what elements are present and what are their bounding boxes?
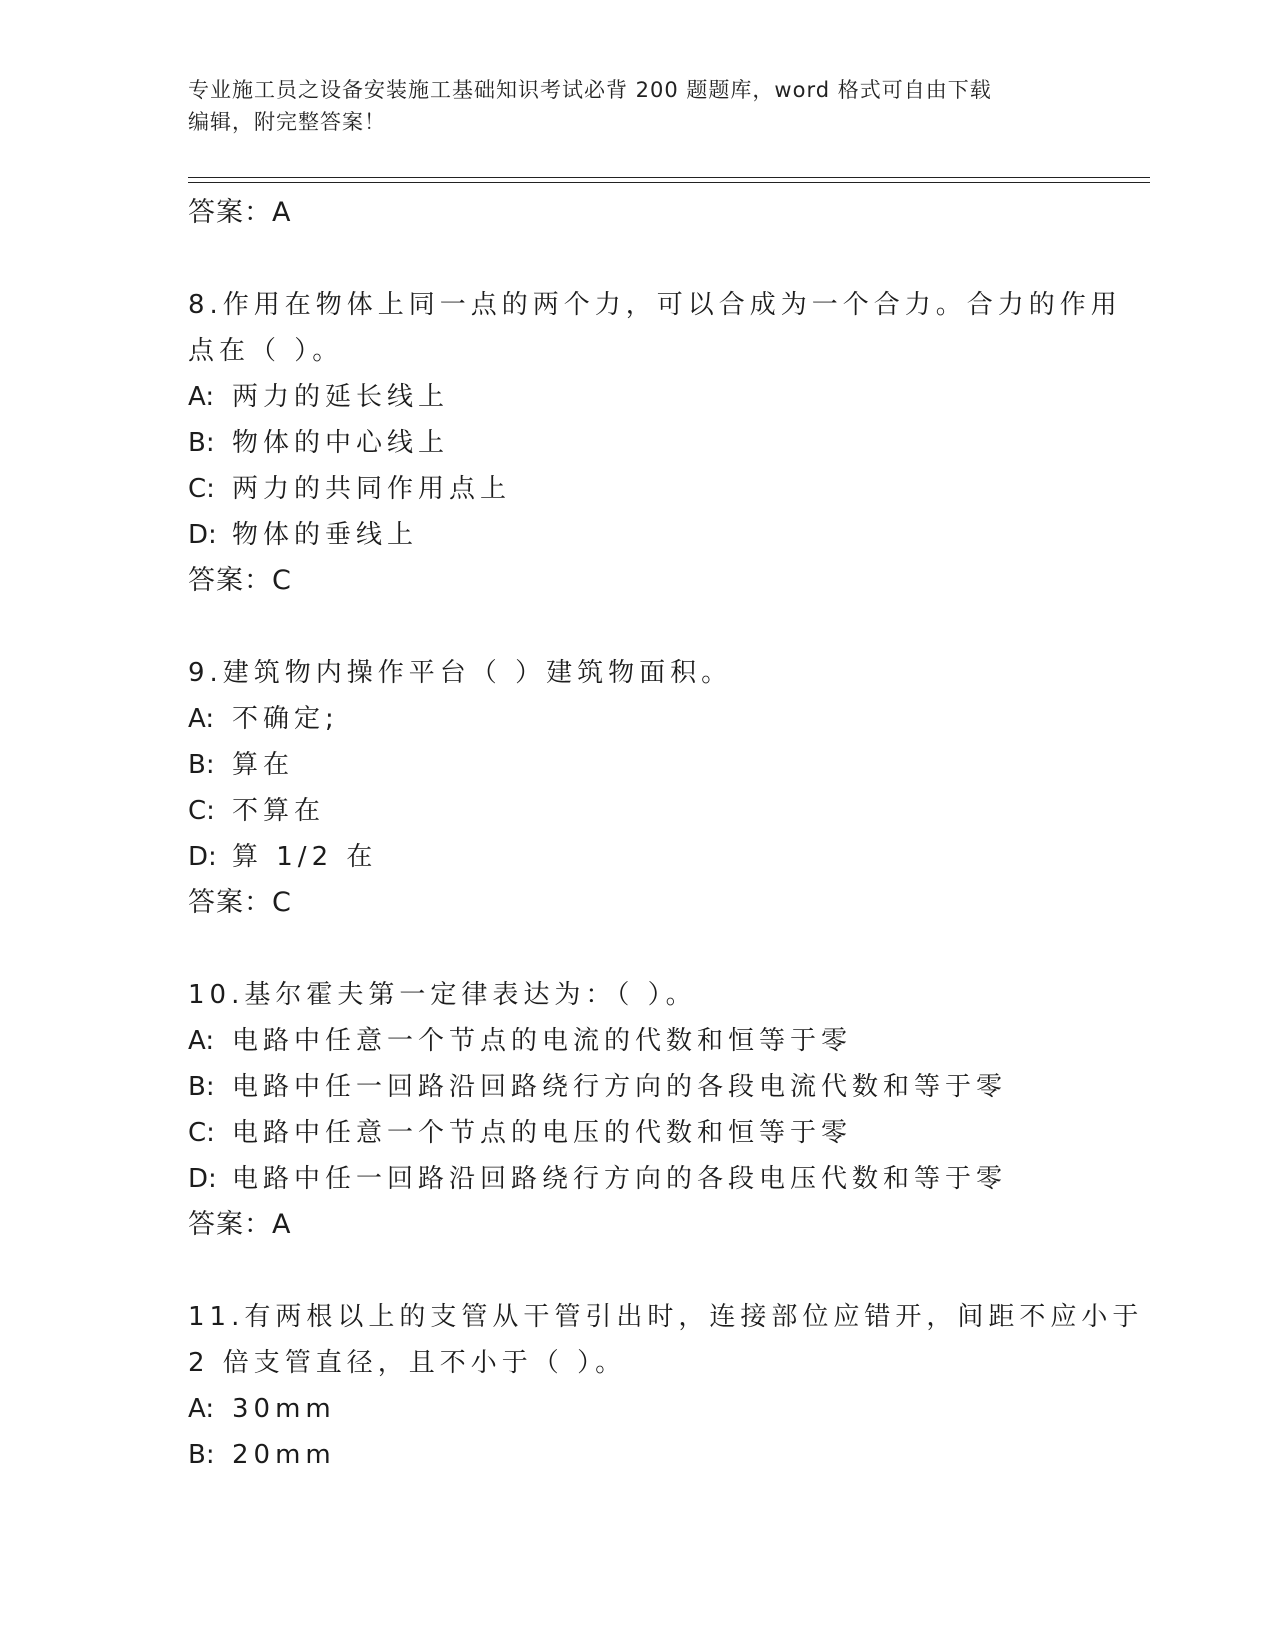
option-letter: A: [188,1394,215,1424]
option-a [188,1018,1088,1064]
option-a [188,696,1088,742]
option-letter: B: [188,750,215,780]
answer-line: 答案：C [188,887,292,918]
option-d [188,1156,1088,1202]
header-line-2: 编辑，附完整答案！ [188,110,386,134]
option-letter: A: [188,382,215,412]
answer-line: 答案：A [188,197,292,228]
option-b [188,420,1088,466]
question-block [188,650,1088,926]
header-divider-bottom [188,182,1150,183]
option-text: 两力的共同作用点上 [232,474,512,504]
question-stem-continued: 2 倍支管直径，且不小于（ ）。 [188,1348,627,1378]
option-letter: D: [188,520,217,550]
option-text: 物体的中心线上 [232,428,450,458]
header-line-1: 专业施工员之设备安装施工基础知识考试必背 200 题题库，word 格式可自由下载 [188,78,992,102]
option-letter: A: [188,1026,215,1056]
option-text: 不算在 [232,796,326,826]
question-stem: 10.基尔霍夫第一定律表达为：（ ）。 [188,980,697,1010]
option-letter: C: [188,474,215,504]
header-divider-top [188,177,1150,178]
option-text: 电路中任一回路沿回路绕行方向的各段电压代数和等于零 [232,1164,1008,1194]
option-d [188,834,1088,880]
option-text: 不确定; [232,704,339,734]
option-text: 电路中任意一个节点的电流的代数和恒等于零 [232,1026,853,1056]
option-b [188,742,1088,788]
option-letter: B: [188,1072,215,1102]
question-block [188,1294,1144,1478]
option-text: 电路中任意一个节点的电压的代数和恒等于零 [232,1118,853,1148]
option-text: 算在 [232,750,295,780]
option-text: 30mm [232,1394,336,1424]
option-text: 两力的延长线上 [232,382,450,412]
answer-line: 答案：C [188,565,292,596]
option-a [188,1386,1088,1432]
option-c [188,466,1088,512]
question-stem: 11.有两根以上的支管从干管引出时，连接部位应错开，间距不应小于 [188,1302,1144,1332]
option-letter: D: [188,842,217,872]
option-a [188,374,1088,420]
option-text: 算 1/2 在 [232,842,378,872]
option-c [188,1110,1088,1156]
option-letter: C: [188,796,215,826]
option-b [188,1432,1088,1478]
question-stem: 8.作用在物体上同一点的两个力，可以合成为一个合力。合力的作用 [188,290,1122,320]
option-text: 20mm [232,1440,336,1470]
option-c [188,788,1088,834]
option-letter: C: [188,1118,215,1148]
question-list [188,190,1144,1478]
question-block [188,282,1122,604]
option-letter: B: [188,1440,215,1470]
question-stem-continued: 点在（ ）。 [188,336,344,366]
option-b [188,1064,1088,1110]
question-block [188,972,1088,1248]
option-text: 电路中任一回路沿回路绕行方向的各段电流代数和等于零 [232,1072,1008,1102]
question-stem: 9.建筑物内操作平台（ ）建筑物面积。 [188,658,733,688]
option-letter: A: [188,704,215,734]
option-text: 物体的垂线上 [232,520,419,550]
option-letter: B: [188,428,215,458]
answer-line: 答案：A [188,1209,292,1240]
option-letter: D: [188,1164,217,1194]
option-d [188,512,1088,558]
document-header [188,74,1088,138]
